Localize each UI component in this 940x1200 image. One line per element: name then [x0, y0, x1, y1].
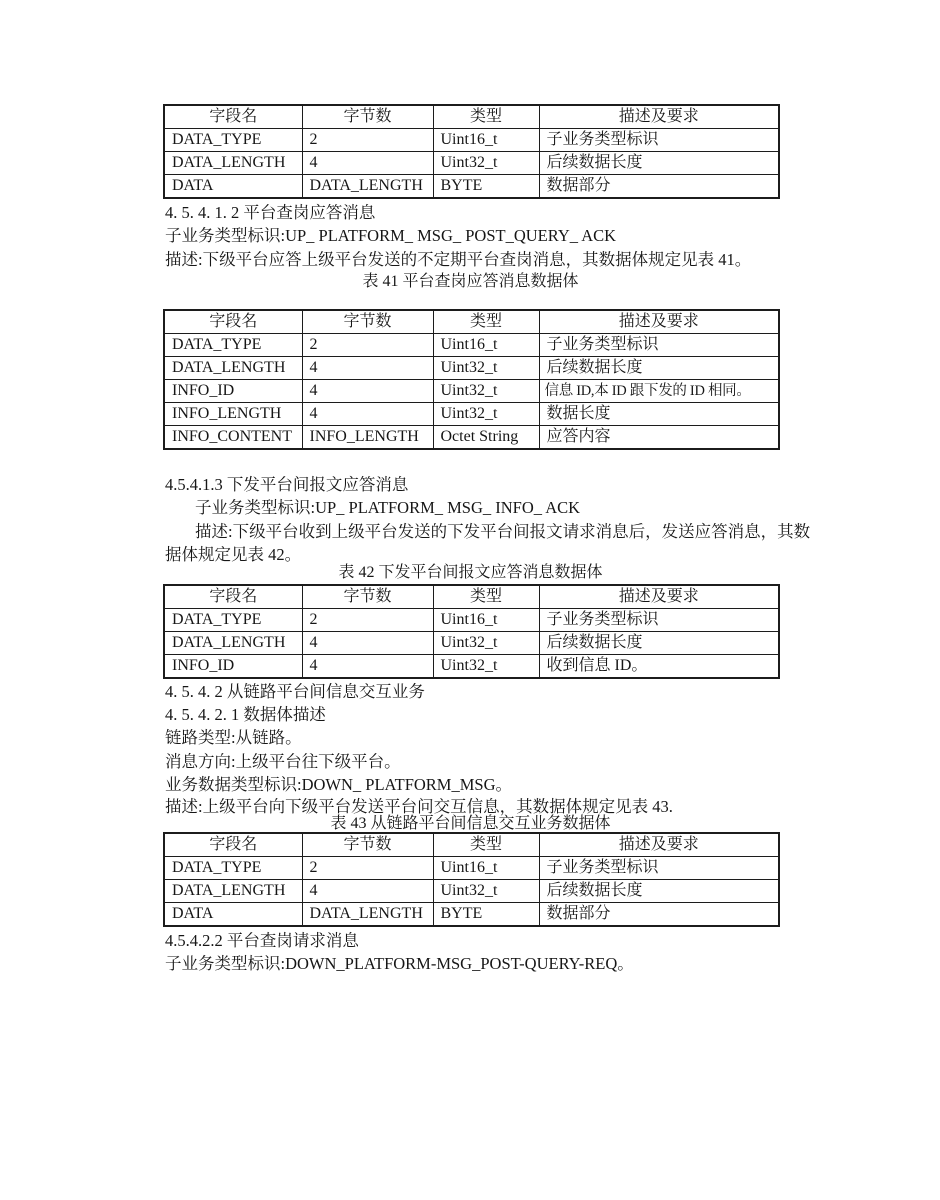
table-cell: Uint16_t — [433, 857, 539, 880]
table-cell: Uint32_t — [433, 357, 539, 380]
table-cell: Octet String — [433, 426, 539, 450]
col-header-byte-count: 字节数 — [302, 585, 433, 609]
table-cell: DATA_TYPE — [164, 609, 302, 632]
table-cell: DATA_LENGTH — [164, 152, 302, 175]
message-direction-line: 消息方向:上级平台往下级平台。 — [165, 752, 401, 771]
description-line: 描述:上级平台向下级平台发送平台问交互信息，其数据体规定见表 43. — [165, 797, 673, 816]
col-header-field-name: 字段名 — [164, 833, 302, 857]
table-cell: 数据部分 — [539, 175, 779, 199]
table-41-platform-query-ack — [163, 309, 780, 450]
col-header-type: 类型 — [433, 310, 539, 334]
section-heading-4-5-4-1-2: 4. 5. 4. 1. 2 平台查岗应答消息 — [165, 203, 376, 222]
table-cell: 数据长度 — [539, 403, 779, 426]
table-cell: 子业务类型标识 — [539, 129, 779, 152]
table-cell: 后续数据长度 — [539, 632, 779, 655]
col-header-byte-count: 字节数 — [302, 833, 433, 857]
table-cell: Uint16_t — [433, 609, 539, 632]
table-row — [164, 426, 779, 450]
table-cell: Uint32_t — [433, 380, 539, 403]
table-cell: Uint32_t — [433, 655, 539, 679]
table-cell: DATA — [164, 175, 302, 199]
table-cell: INFO_LENGTH — [302, 426, 433, 450]
table-cell: 信息 ID,本 ID 跟下发的 ID 相同。 — [539, 380, 779, 403]
table-cell: Uint32_t — [433, 403, 539, 426]
col-header-description: 描述及要求 — [539, 310, 779, 334]
table-cell: INFO_ID — [164, 655, 302, 679]
subtype-line: 子业务类型标识:UP_ PLATFORM_ MSG_ INFO_ ACK — [195, 498, 581, 517]
table-cell: 子业务类型标识 — [539, 334, 779, 357]
description-line: 描述:下级平台收到上级平台发送的下发平台间报文请求消息后，发送应答消息，其数 — [195, 522, 811, 541]
link-type-line: 链路类型:从链路。 — [165, 728, 302, 747]
table-row — [164, 632, 779, 655]
col-header-field-name: 字段名 — [164, 105, 302, 129]
table-cell: DATA_LENGTH — [302, 175, 433, 199]
table-msg-body-top — [163, 104, 780, 199]
section-heading-4-5-4-1-3: 4.5.4.1.3 下发平台间报文应答消息 — [165, 475, 409, 494]
section-heading-4-5-4-2-1: 4. 5. 4. 2. 1 数据体描述 — [165, 705, 326, 724]
table-header-row — [164, 833, 779, 857]
table-cell: DATA_LENGTH — [164, 357, 302, 380]
col-header-field-name: 字段名 — [164, 585, 302, 609]
col-header-field-name: 字段名 — [164, 310, 302, 334]
table-cell: 2 — [302, 609, 433, 632]
table-cell: DATA_TYPE — [164, 334, 302, 357]
table-cell: 后续数据长度 — [539, 880, 779, 903]
table-caption-42: 表 42 下发平台间报文应答消息数据体 — [338, 564, 603, 581]
table-cell: 4 — [302, 357, 433, 380]
table-cell: 4 — [302, 655, 433, 679]
table-cell: 收到信息 ID。 — [539, 655, 779, 679]
table-row — [164, 152, 779, 175]
table-cell: DATA_LENGTH — [302, 903, 433, 927]
table-cell: 数据部分 — [539, 903, 779, 927]
description-line: 据体规定见表 42。 — [165, 545, 302, 564]
table-42-platform-msg-info-ack — [163, 584, 780, 679]
table-cell: 2 — [302, 334, 433, 357]
table-cell: DATA_LENGTH — [164, 632, 302, 655]
table-row — [164, 609, 779, 632]
table-cell: 4 — [302, 880, 433, 903]
table-row — [164, 903, 779, 927]
table-caption-43: 表 43 从链路平台间信息交互业务数据体 — [330, 815, 611, 832]
table-cell: Uint32_t — [433, 880, 539, 903]
col-header-type: 类型 — [433, 585, 539, 609]
table-cell: DATA_TYPE — [164, 857, 302, 880]
table-header-row — [164, 585, 779, 609]
table-cell: Uint16_t — [433, 334, 539, 357]
col-header-description: 描述及要求 — [539, 105, 779, 129]
table-row — [164, 857, 779, 880]
table-header-row — [164, 310, 779, 334]
table-cell: BYTE — [433, 903, 539, 927]
table-cell: Uint32_t — [433, 632, 539, 655]
table-cell: DATA_LENGTH — [164, 880, 302, 903]
table-cell: Uint32_t — [433, 152, 539, 175]
service-type-line: 业务数据类型标识:DOWN_ PLATFORM_MSG。 — [165, 775, 512, 794]
subtype-line: 子业务类型标识:DOWN_PLATFORM-MSG_POST-QUERY-REQ。 — [165, 954, 634, 973]
table-row — [164, 403, 779, 426]
table-row — [164, 129, 779, 152]
table-cell: 4 — [302, 380, 433, 403]
col-header-type: 类型 — [433, 105, 539, 129]
table-cell: 4 — [302, 403, 433, 426]
table-row — [164, 880, 779, 903]
table-cell: 2 — [302, 857, 433, 880]
description-line: 描述:下级平台应答上级平台发送的不定期平台查岗消息，其数据体规定见表 41。 — [165, 250, 752, 269]
table-header-row — [164, 105, 779, 129]
table-cell: 应答内容 — [539, 426, 779, 450]
table-cell: 后续数据长度 — [539, 357, 779, 380]
table-row — [164, 175, 779, 199]
table-cell: 4 — [302, 632, 433, 655]
table-cell: 后续数据长度 — [539, 152, 779, 175]
table-cell: INFO_CONTENT — [164, 426, 302, 450]
col-header-type: 类型 — [433, 833, 539, 857]
table-cell: DATA — [164, 903, 302, 927]
table-cell: 子业务类型标识 — [539, 857, 779, 880]
table-cell: INFO_LENGTH — [164, 403, 302, 426]
table-cell: 子业务类型标识 — [539, 609, 779, 632]
col-header-description: 描述及要求 — [539, 833, 779, 857]
col-header-byte-count: 字节数 — [302, 310, 433, 334]
section-heading-4-5-4-2-2: 4.5.4.2.2 平台查岗请求消息 — [165, 931, 359, 950]
col-header-byte-count: 字节数 — [302, 105, 433, 129]
table-cell: 2 — [302, 129, 433, 152]
table-cell: Uint16_t — [433, 129, 539, 152]
table-cell: 4 — [302, 152, 433, 175]
table-43-down-platform-msg — [163, 832, 780, 927]
section-heading-4-5-4-2: 4. 5. 4. 2 从链路平台间信息交互业务 — [165, 682, 425, 701]
col-header-description: 描述及要求 — [539, 585, 779, 609]
table-row — [164, 357, 779, 380]
table-cell: INFO_ID — [164, 380, 302, 403]
table-cell: BYTE — [433, 175, 539, 199]
subtype-line: 子业务类型标识:UP_ PLATFORM_ MSG_ POST_QUERY_ ACK — [165, 226, 617, 245]
table-caption-41: 表 41 平台查岗应答消息数据体 — [362, 273, 579, 290]
table-cell: DATA_TYPE — [164, 129, 302, 152]
table-row — [164, 380, 779, 403]
table-row — [164, 655, 779, 679]
table-row — [164, 334, 779, 357]
